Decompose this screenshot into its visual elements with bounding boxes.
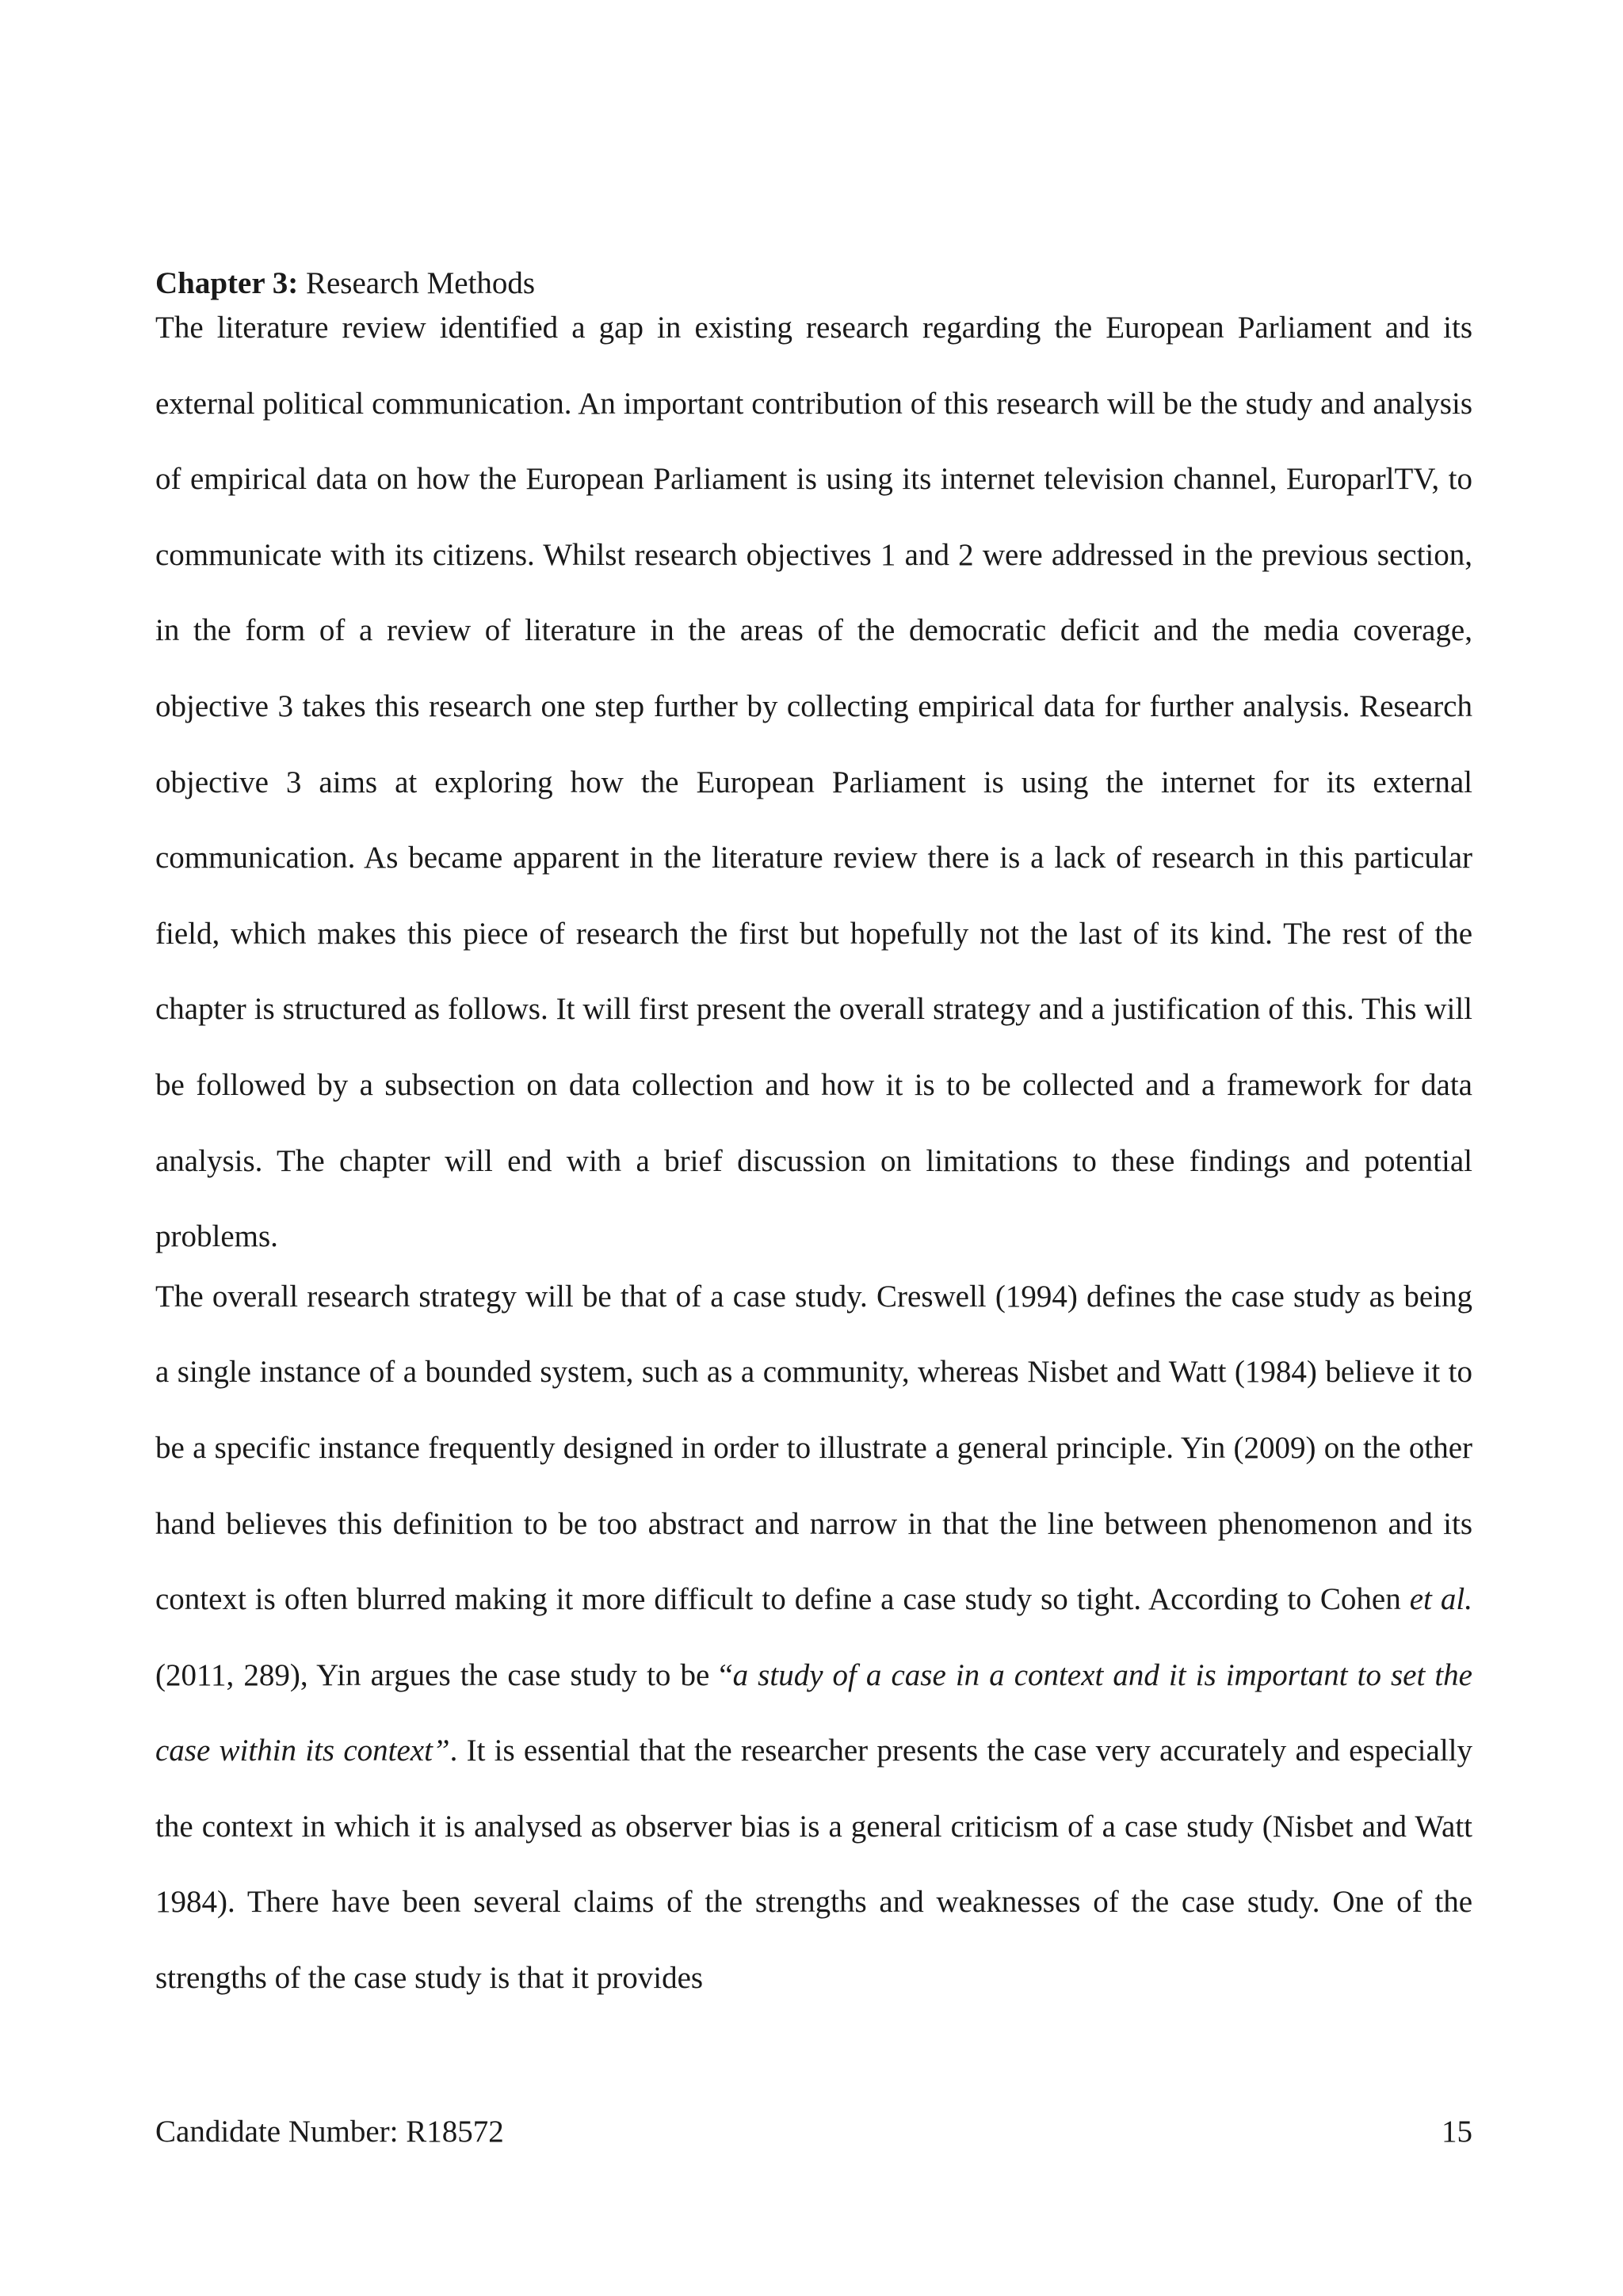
paragraph-introduction: The literature review identified a gap in existing research regarding the European Parliament and its external political communication. An important contribution of this research will be the study and analysis of empirical data on how the European Parliament is using its internet television channel, EuroparlTV, to communicate with its citizens. Whilst research objectives 1 and 2 were addressed in the previous section, in the form of a review of literature in the areas of the democratic deficit and the media coverage, objective 3 takes this research one step further by collecting empirical data for further analysis. Research objective 3 aims at exploring how the European Parliament is using the internet for its external communication. As became apparent in the literature review there is a lack of research in this particular field, which makes this piece of research the first but hopefully not the last of its kind. The rest of the chapter is structured as follows. It will first present the overall strategy and a justification of this. This will be followed by a subsection on data collection and how it is to be collected and a framework for data analysis. The chapter will end with a brief discussion on limitations to these findings and potential problems. [155,311,1472,1254]
yin-quote: a study of a case in a context and it is important to set the case within its context” [155,1657,1472,1768]
paragraph-case-study-part1: The overall research strategy will be that of a case study. Creswell (1994) defines the case study as being a single instance of a bounded system, such as a community, whereas Nisbet and Watt (1984) believe it to be a specific instance frequently designed in order to illustrate a general principle. Yin (2009) on the other hand believes this definition to be too abstract and narrow in that the line between phenomenon and its context is often blurred making it more difficult to define a case study so tight. According to Cohen [155,1279,1472,1617]
page-number: 15 [1442,2115,1472,2149]
chapter-title: Research Methods [298,266,536,300]
paragraph-case-study [155,1259,1472,2016]
et-al-citation: et al. [1409,1582,1472,1617]
candidate-number: Candidate Number: R18572 [155,2115,504,2149]
body-text [155,265,1472,2016]
page-footer [155,2112,1472,2152]
chapter-label: Chapter 3: [155,266,299,300]
paragraph-case-study-part2: (2011, 289), Yin argues the case study to be “ [155,1657,733,1692]
paragraph-case-study-part3: . It is essential that the researcher presents the case very accurately and especially the context in which it is analysed as observer bias is a general criticism of a case study (Nisbet and Watt 1984). There have been several claims of the strengths and weaknesses of the case study. One of the strengths of the case study is that it provides [155,1733,1472,1996]
